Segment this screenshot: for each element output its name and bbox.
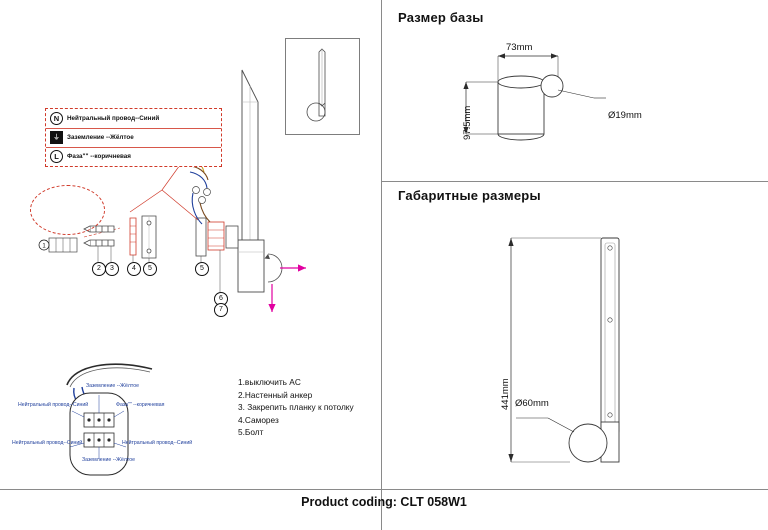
instruction-line-2: 2.Настенный анкер — [238, 389, 313, 400]
product-code: Product coding: CLT 058W1 — [301, 495, 467, 509]
ground-badge-icon: ⏚ — [50, 131, 63, 144]
wiring-legend — [45, 108, 222, 167]
callout-5b: 5 — [195, 262, 209, 276]
dim-base-diameter: Ø19mm — [608, 110, 642, 121]
dim-overall-height: 441mm — [500, 378, 511, 410]
live-badge-icon: L — [50, 150, 63, 163]
callout-3: 3 — [105, 262, 119, 276]
legend-text-live: Фаза"" --коричневая — [67, 153, 131, 160]
detail-callout-oval — [30, 185, 105, 235]
section-title-overall-size: Габаритные размеры — [398, 188, 541, 203]
wire-label-live-right: Фаза"" --коричневая — [116, 402, 165, 408]
callout-5a: 5 — [143, 262, 157, 276]
section-title-base-size: Размер базы — [398, 10, 484, 25]
callout-6: 6 — [214, 292, 228, 306]
legend-text-neutral: Нейтральный провод--Синий — [67, 115, 160, 122]
svg-text:1: 1 — [42, 243, 46, 250]
callout-2: 2 — [92, 262, 106, 276]
vertical-divider — [381, 0, 382, 530]
wire-label-neutral-bottom-left: Нейтральный провод--Синий — [12, 440, 83, 446]
installation-instructions — [238, 376, 354, 439]
instruction-line-1: 1.выключить AC — [238, 377, 301, 387]
instruction-line-5: 5.Болт — [238, 427, 264, 438]
neutral-badge-icon: N — [50, 112, 63, 125]
horizontal-divider-right — [381, 181, 768, 182]
overall-size-drawing — [398, 210, 738, 490]
instruction-line-4: 4.Саморез — [238, 414, 279, 425]
dim-base-plate-diameter: Ø60mm — [515, 398, 549, 409]
wire-label-neutral-bottom-right: Нейтральный провод--Синий — [122, 440, 193, 446]
legend-row-ground — [46, 128, 221, 147]
instruction-line-3: 3. Закрепить планку к потолку — [238, 402, 354, 413]
callout-7: 7 — [214, 303, 228, 317]
legend-row-live — [46, 147, 221, 166]
legend-row-neutral — [46, 109, 221, 128]
callout-4: 4 — [127, 262, 141, 276]
dim-base-height: 97.5mm — [462, 105, 473, 140]
dim-base-width: 73mm — [506, 42, 533, 53]
wiring-connection-panel — [12, 355, 222, 480]
wire-label-ground-bottom: Заземление --Жёлтое — [82, 457, 135, 463]
wire-label-neutral-left: Нейтральный провод--Синий — [18, 402, 89, 408]
legend-text-ground: Заземление --Жёлтое — [67, 134, 134, 141]
base-size-drawing — [398, 38, 738, 173]
wire-label-ground-top: Заземление --Жёлтое — [86, 383, 139, 389]
